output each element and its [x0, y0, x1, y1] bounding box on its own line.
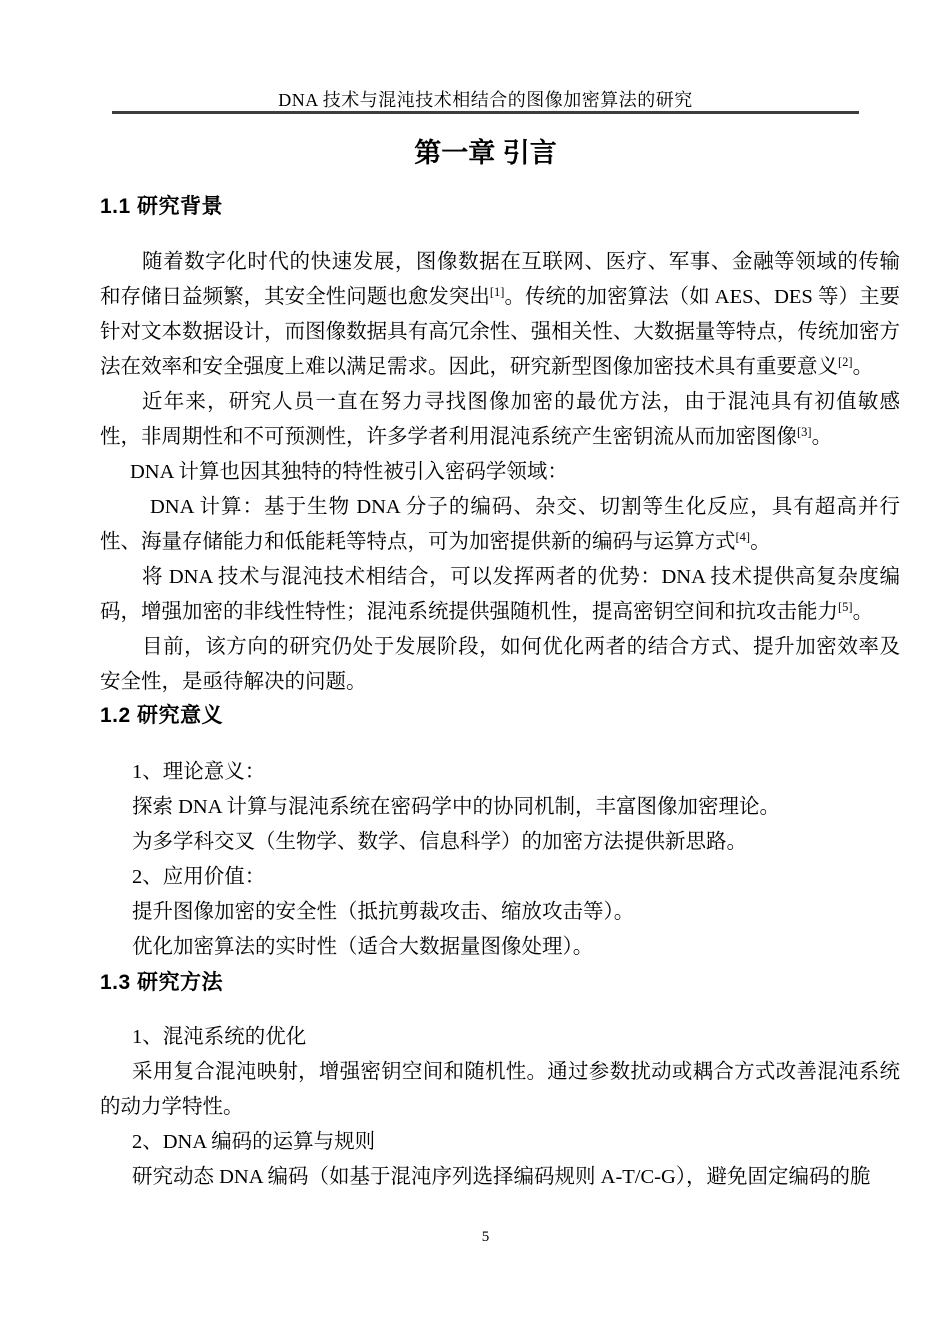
running-header-title: DNA 技术与混沌技术相结合的图像加密算法的研究 — [278, 90, 693, 110]
page-header — [112, 0, 859, 114]
list-item: 2、DNA 编码的运算与规则 — [132, 1131, 376, 1153]
paragraph-text: 近年来，研究人员一直在努力寻找图像加密的最优方法，由于混沌具有初值敏感性，非周期性和不可预测性，许多学者利用混沌系统产生密钥流从而加密图像 — [100, 391, 900, 448]
section-heading-1-3: 1.3 研究方法 — [100, 971, 224, 994]
list-item: 为多学科交叉（生物学、数学、信息科学）的加密方法提供新思路。 — [132, 831, 747, 853]
paragraph-background-4 — [100, 490, 900, 560]
citation-ref: [2] — [838, 355, 853, 369]
list-item: 研究动态 DNA 编码（如基于混沌序列选择编码规则 A-T/C-G），避免固定编码的脆 — [132, 1166, 871, 1188]
paragraph-text: DNA 计算：基于生物 DNA 分子的编码、杂交、切割等生化反应，具有超高并行性、海量存储能力和低能耗等特点，可为加密提供新的编码与运算方式 — [100, 496, 900, 553]
citation-ref: [3] — [797, 425, 812, 439]
paragraph-background-6: 目前，该方向的研究仍处于发展阶段，如何优化两者的结合方式、提升加密效率及安全性，是亟待解决的问题。 — [100, 636, 900, 693]
list-item: 采用复合混沌映射，增强密钥空间和随机性。通过参数扰动或耦合方式改善混沌系统的动力学特性。 — [100, 1061, 900, 1118]
paragraph-text: 。 — [852, 356, 874, 378]
citation-ref: [4] — [735, 530, 751, 544]
list-item: 提升图像加密的安全性（抵抗剪裁攻击、缩放攻击等）。 — [132, 901, 635, 923]
paragraph-background-5 — [100, 560, 900, 630]
list-item: 2、应用价值： — [132, 866, 266, 888]
page-number: 5 — [481, 1229, 490, 1245]
paragraph-text: 随着数字化时代的快速发展，图像数据在互联网、医疗、军事、金融等领域的传输和存储日益频繁，其安全性问题也愈发突出 — [100, 251, 900, 308]
paragraph-text: 。 — [750, 531, 771, 553]
paragraph-text: 。 — [852, 601, 874, 623]
list-item: 探索 DNA 计算与混沌系统在密码学中的协同机制，丰富图像加密理论。 — [132, 796, 781, 818]
paragraph-background-3: DNA 计算也因其独特的特性被引入密码学领域： — [130, 461, 568, 483]
list-item: 1、混沌系统的优化 — [132, 1026, 307, 1048]
citation-ref: [1] — [489, 285, 505, 299]
paragraph-text: 将 DNA 技术与混沌技术相结合，可以发挥两者的优势：DNA 技术提供高复杂度编码，增强加密的非线性特性；混沌系统提供强随机性，提高密钥空间和抗攻击能力 — [100, 566, 900, 623]
list-item: 优化加密算法的实时性（适合大数据量图像处理）。 — [132, 936, 594, 958]
paragraph-background-2 — [100, 385, 900, 455]
paragraph-background-1 — [100, 245, 900, 385]
paragraph-text: 。 — [811, 426, 833, 448]
chapter-title: 第一章 引言 — [414, 138, 557, 168]
list-item: 1、理论意义： — [132, 761, 266, 783]
paragraph-text: 。传统的加密算法（如 AES、DES 等）主要针对文本数据设计，而图像数据具有高冗余性、强相关性、大数据量等特点，传统加密方法在效率和安全强度上难以满足需求。因此，研究新型图像加密技术具有重要意义 — [100, 286, 900, 378]
section-heading-1-2: 1.2 研究意义 — [100, 704, 224, 727]
section-heading-1-1: 1.1 研究背景 — [100, 195, 224, 218]
citation-ref: [5] — [838, 600, 853, 614]
